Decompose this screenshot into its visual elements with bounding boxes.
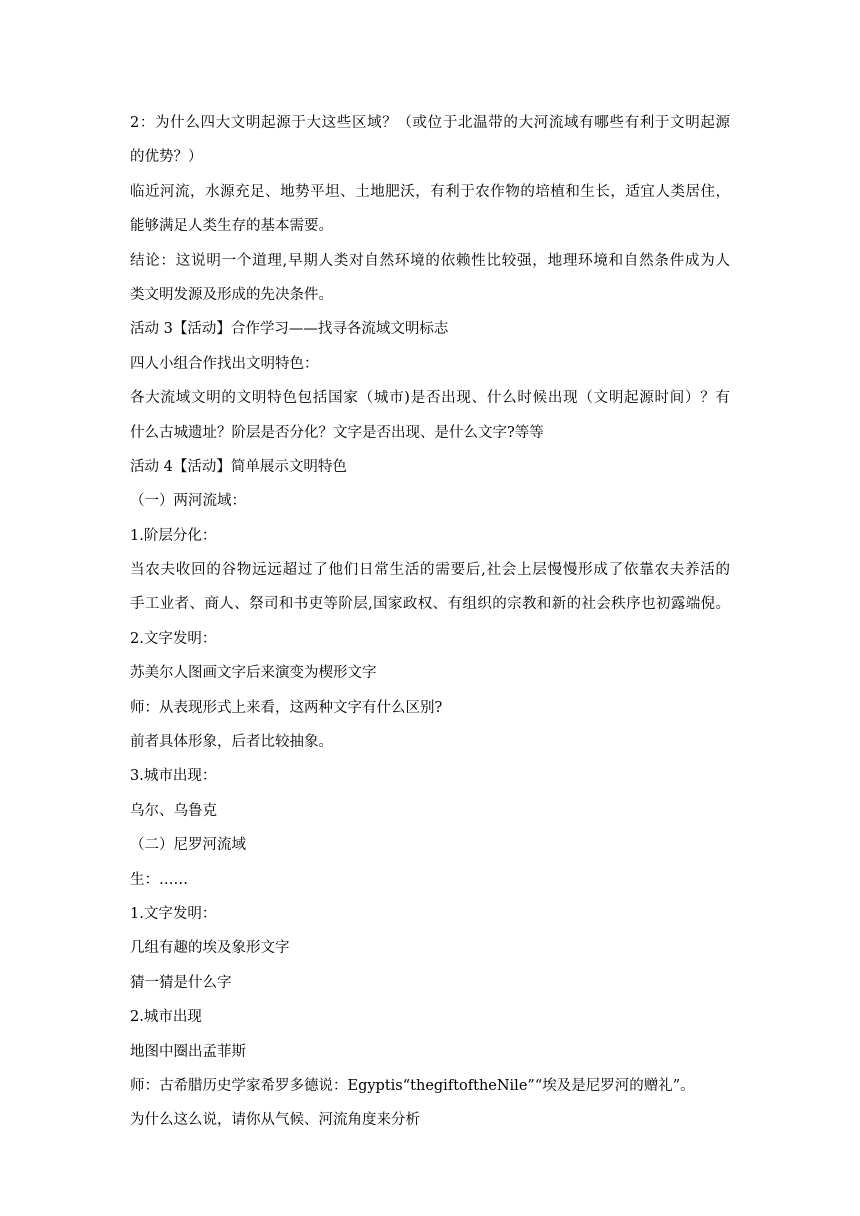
text-line: 能够满足人类生存的基本需要。: [130, 218, 333, 235]
text-line: 师：从表现形式上来看，这两种文字有什么区别?: [130, 699, 443, 716]
text-line: （一）两河流域：: [130, 493, 246, 510]
document-body: [130, 106, 730, 1138]
text-line: 结论：这说明一个道理,早期人类对自然环境的依赖性比较强，地理环境和自然条件成为人: [130, 252, 730, 269]
text-line: 几组有趣的埃及象形文字: [130, 940, 290, 957]
text-line: 什么古城遗址？阶层是否分化？文字是否出现、是什么文字?等等: [130, 424, 544, 441]
text-line: 2：为什么四大文明起源于大这些区域？（或位于北温带的大河流域有哪些有利于文明起源: [130, 115, 730, 131]
text-line: 苏美尔人图画文字后来演变为楔形文字: [130, 665, 377, 682]
text-line: 3.城市出现：: [130, 768, 217, 785]
text-line: 活动 3【活动】合作学习——找寻各流域文明标志: [130, 321, 449, 338]
text-line: 类文明发源及形成的先决条件。: [130, 286, 333, 303]
text-line: 手工业者、商人、祭司和书吏等阶层,国家政权、有组织的宗教和新的社会秩序也初露端倪。: [130, 596, 730, 613]
text-line: 乌尔、乌鲁克: [130, 802, 217, 819]
text-line: 各大流域文明的文明特色包括国家（城市)是否出现、什么时候出现（文明起源时间）？有: [130, 390, 730, 407]
text-line: 活动 4【活动】简单展示文明特色: [130, 458, 347, 475]
text-line: 1.阶层分化：: [130, 527, 217, 544]
text-line: 猜一猜是什么字: [130, 974, 232, 991]
text-line: 生：……: [130, 871, 188, 888]
text-line: 为什么这么说，请你从气候、河流角度来分析: [130, 1112, 420, 1129]
text-line: 的优势？）: [130, 149, 203, 166]
text-line: 地图中圈出孟菲斯: [130, 1043, 246, 1060]
text-line: 1.文字发明：: [130, 905, 217, 922]
text-line: 当农夫收回的谷物远远超过了他们日常生活的需要后,社会上层慢慢形成了依靠农夫养活的: [130, 562, 730, 579]
text-line: 2.文字发明：: [130, 630, 217, 647]
text-line: 前者具体形象，后者比较抽象。: [130, 734, 333, 751]
text-line: （二）尼罗河流域: [130, 837, 246, 854]
text-line: 临近河流，水源充足、地势平坦、土地肥沃，有利于农作物的培植和生长，适宜人类居住，: [130, 183, 730, 200]
text-line: 四人小组合作找出文明特色：: [130, 355, 319, 372]
text-line: 2.城市出现: [130, 1009, 202, 1026]
text-line: 师：古希腊历史学家希罗多德说：Egyptis“thegiftoftheNile”“埃及是尼罗河的赠礼”。: [130, 1077, 695, 1094]
